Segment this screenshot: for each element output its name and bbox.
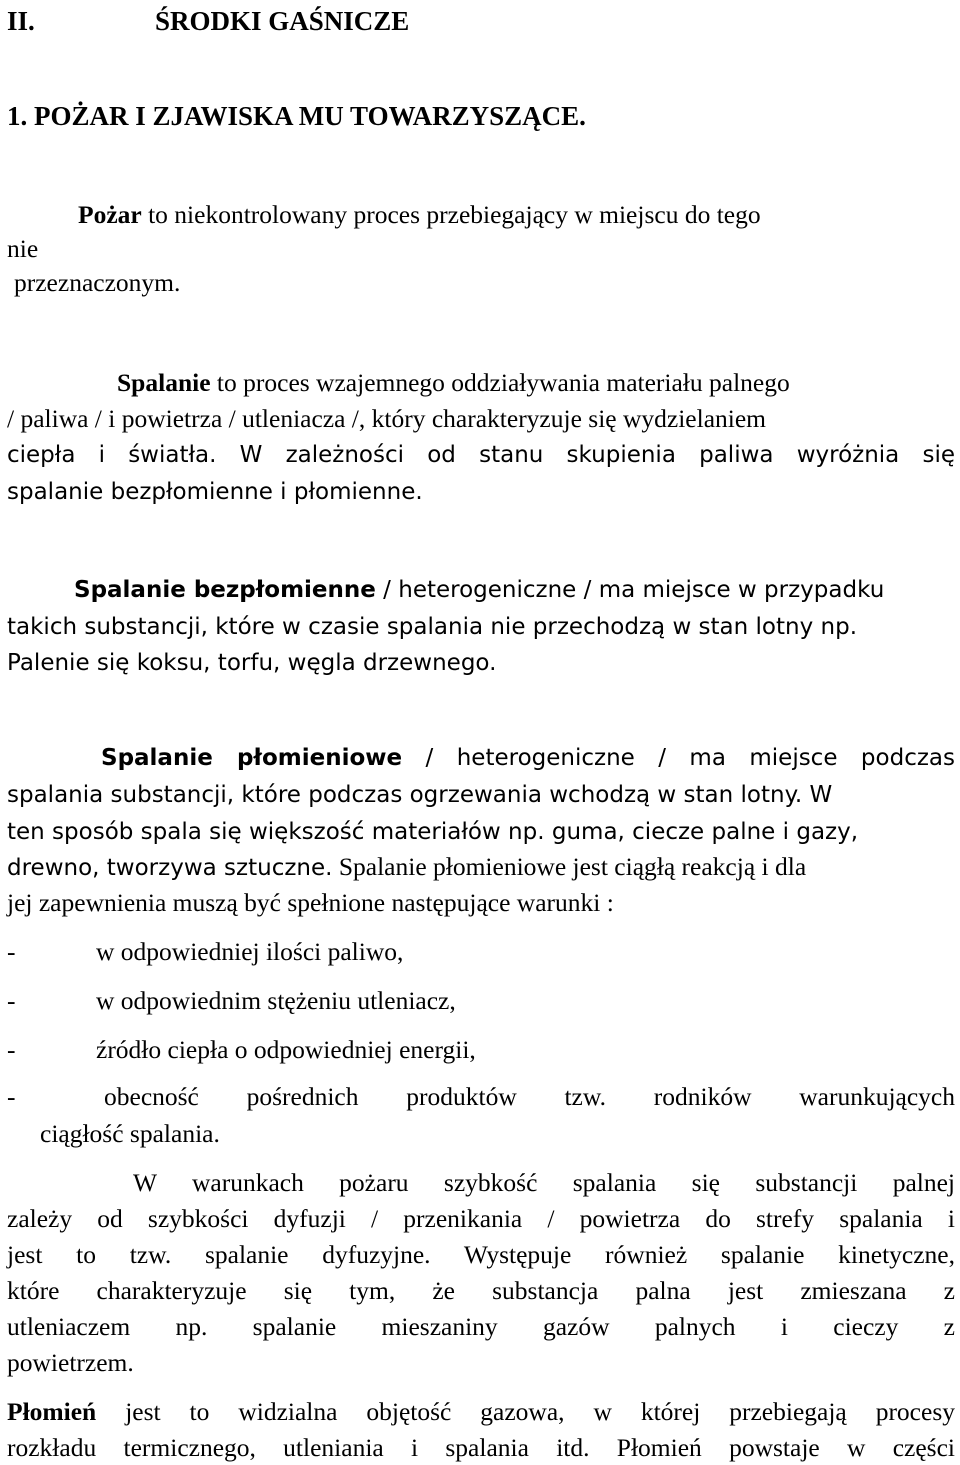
spalanie-line-4: spalanie bezpłomienne i płomienne.: [7, 479, 423, 505]
bezplomienne-line-1: Spalanie bezpłomienne / heterogeniczne / ma miejsce w przypadku: [74, 577, 885, 603]
pozar-term: Pożar: [78, 200, 142, 229]
list-dash: -: [7, 937, 16, 966]
plomieniowe-term: Spalanie płomieniowe: [101, 745, 403, 771]
dyfuzja-line-4: które charakteryzuje się tym, że substancja palna jest zmieszana z: [7, 1276, 955, 1305]
plomieniowe-line-3: ten sposób spala się większość materiałów np. guma, ciecze palne i gazy,: [7, 819, 859, 845]
plomieniowe-line-4: drewno, tworzywa sztuczne. Spalanie płomieniowe jest ciągłą reakcją i dla: [7, 852, 807, 881]
plomieniowe-line-2: spalania substancji, które podczas ogrzewania wchodzą w stan lotny. W: [7, 782, 833, 808]
bezplomienne-line-2: takich substancji, które w czasie spalania nie przechodzą w stan lotny np.: [7, 614, 858, 640]
pozar-line-3: przeznaczonym.: [14, 268, 181, 297]
pozar-line-2: nie: [7, 234, 39, 263]
spalanie-line-3: ciepła i światła. W zależności od stanu skupienia paliwa wyróżnia się: [7, 442, 955, 468]
section-number: II.: [7, 6, 35, 36]
dyfuzja-line-5: utleniaczem np. spalanie mieszaniny gazów palnych i cieczy z: [7, 1312, 955, 1341]
list-dash: -: [7, 1035, 16, 1064]
condition-continuation: ciągłość spalania.: [40, 1119, 220, 1148]
dyfuzja-line-3: jest to tzw. spalanie dyfuzyjne. Występuje również spalanie kinetyczne,: [7, 1240, 955, 1269]
pozar-line-1: Pożar to niekontrolowany proces przebiegający w miejscu do tego: [78, 200, 761, 229]
subsection-heading: 1. POŻAR I ZJAWISKA MU TOWARZYSZĄCE.: [7, 101, 586, 131]
list-dash: -: [7, 1082, 16, 1111]
document-page: II. ŚRODKI GAŚNICZE 1. POŻAR I ZJAWISKA MU TOWARZYSZĄCE. Pożar to niekontrolowany proces przebiegający w miejscu do tego nie przeznaczonym. Spalanie to proces wzajemnego oddziaływania materiału palnego / paliwa / i powietrza / utleniacza /, który charakteryzuje się wydzielaniem ciepła i światła. W zależności od stanu skupienia paliwa wyróżnia się spalanie bezpłomienne i płomienne. Spalanie bezpłomienne / heterogeniczne / ma miejsce w przypadku takich substancji, które w czasie spalania nie przechodzą w stan lotny np. Palenie się koksu, torfu, węgla drzewnego. Spalanie płomieniowe / heterogeniczne / ma miejsce podczas spalania substancji, które podczas ogrzewania wchodzą w stan lotny. W ten sposób spala się większość materiałów np. guma, ciecze palne i gazy, drewno, tworzywa sztuczne. Spalanie płomieniowe jest ciągłą reakcją i dla jej zapewnienia muszą być spełnione następujące warunki : - w odpowiedniej ilości paliwo, - w odpowiednim stężeniu utleniacz, - źródło ciepła o odpowiedniej energii, - obecność pośrednich produktów tzw. rodników warunkujących ciągłość spalania. W warunkach pożaru szybkość spalania się substancji palnej zależy od szybkości dyfuzji / przenikania / powietrza do strefy spalania i jest to tzw. spalanie dyfuzyjne. Występuje również spalanie kinetyczne, które charakteryzuje się tym, że substancja palna jest zmieszana z utleniaczem np. spalanie mieszaniny gazów palnych i cieczy z powietrzem. Płomień jest to widzialna objętość gazowa, w której przebiegają procesy rozkładu termicznego, utleniania i spalania itd. Płomień powstaje w części: [0, 0, 960, 1465]
bezplomienne-line-3: Palenie się koksu, torfu, węgla drzewnego.: [7, 650, 497, 676]
plomien-line-2: rozkładu termicznego, utleniania i spalania itd. Płomień powstaje w części: [7, 1433, 955, 1462]
plomien-line-1: Płomień jest to widzialna objętość gazowa, w której przebiegają procesy: [7, 1397, 955, 1426]
dyfuzja-line-2: zależy od szybkości dyfuzji / przenikania / powietrza do strefy spalania i: [7, 1204, 955, 1233]
section-heading: [7, 4, 955, 38]
spalanie-line-2: / paliwa / i powietrza / utleniacza /, który charakteryzuje się wydzielaniem: [7, 404, 767, 433]
list-dash: -: [7, 986, 16, 1015]
plomieniowe-line-1: Spalanie płomieniowe / heterogeniczne / ma miejsce podczas: [101, 745, 955, 771]
spalanie-line-1: Spalanie to proces wzajemnego oddziaływania materiału palnego: [117, 368, 790, 397]
section-title: ŚRODKI GAŚNICZE: [155, 6, 410, 36]
dyfuzja-line-1: W warunkach pożaru szybkość spalania się substancji palnej: [133, 1168, 955, 1197]
spalanie-term: Spalanie: [117, 368, 211, 397]
plomieniowe-line-5: jej zapewnienia muszą być spełnione następujące warunki :: [7, 888, 614, 917]
plomien-term: Płomień: [7, 1397, 97, 1426]
bezplomienne-term: Spalanie bezpłomienne: [74, 577, 376, 603]
dyfuzja-line-6: powietrzem.: [7, 1348, 134, 1377]
